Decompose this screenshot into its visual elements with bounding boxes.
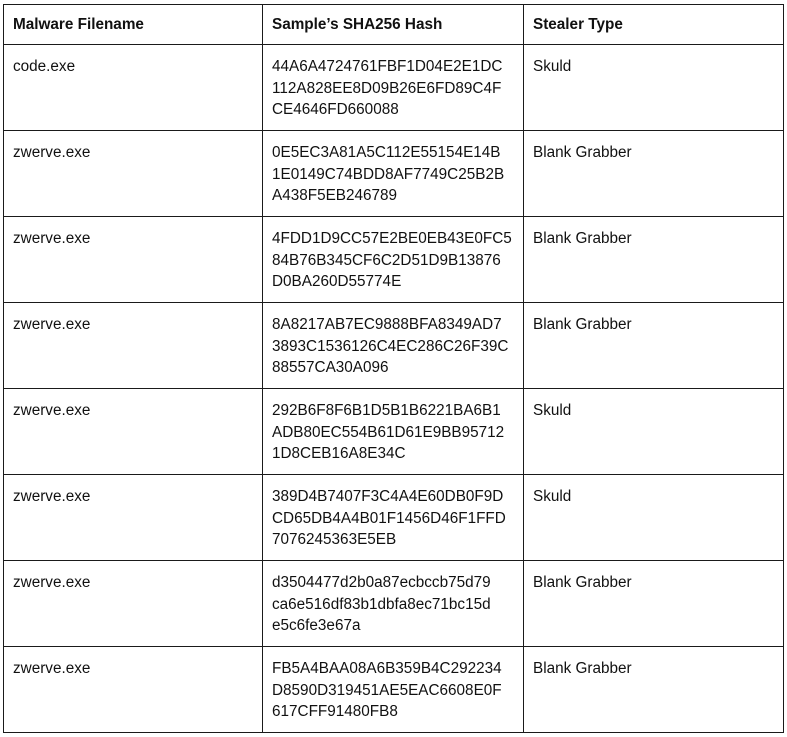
hash-line: 88557CA30A096 [272, 359, 389, 376]
header-sha256-hash: Sample’s SHA256 Hash [263, 5, 524, 45]
hash-line: 84B76B345CF6C2D51D9B13876 [272, 251, 501, 269]
hash-line: d3504477d2b0a87ecbccb75d79 [272, 574, 491, 591]
filename-cell: zwerve.exe [4, 561, 263, 647]
hash-line: 1D8CEB16A8E34C [272, 445, 406, 462]
table-row [4, 303, 784, 389]
hash-cell [263, 217, 524, 303]
hash-line: CE4646FD660088 [272, 101, 399, 118]
stealer-type-cell: Skuld [524, 475, 784, 561]
stealer-type-cell: Blank Grabber [524, 561, 784, 647]
table-row [4, 561, 784, 647]
hash-cell [263, 475, 524, 561]
stealer-type-cell: Skuld [524, 45, 784, 131]
table-row [4, 131, 784, 217]
hash-cell [263, 561, 524, 647]
table-header-row [4, 5, 784, 45]
table-row [4, 647, 784, 733]
stealer-type-cell: Blank Grabber [524, 647, 784, 733]
filename-cell: zwerve.exe [4, 389, 263, 475]
malware-samples-table [3, 4, 784, 733]
hash-line: 389D4B7407F3C4A4E60DB0F9D [272, 488, 504, 505]
hash-line: D8590D319451AE5EAC6608E0F [272, 681, 502, 699]
filename-cell: code.exe [4, 45, 263, 131]
hash-line: ADB80EC554B61D61E9BB95712 [272, 423, 505, 441]
hash-line: CD65DB4A4B01F1456D46F1FFD [272, 509, 506, 527]
hash-line: 1E0149C74BDD8AF7749C25B2B [272, 165, 505, 183]
table-row [4, 45, 784, 131]
table-row [4, 217, 784, 303]
hash-line: 617CFF91480FB8 [272, 703, 398, 720]
hash-line: 0E5EC3A81A5C112E55154E14B [272, 144, 501, 161]
header-stealer-type: Stealer Type [524, 5, 784, 45]
table-row [4, 389, 784, 475]
hash-line: 7076245363E5EB [272, 531, 397, 548]
header-malware-filename: Malware Filename [4, 5, 263, 45]
filename-cell: zwerve.exe [4, 475, 263, 561]
hash-line: 292B6F8F6B1D5B1B6221BA6B1 [272, 402, 501, 419]
stealer-type-cell: Blank Grabber [524, 217, 784, 303]
hash-line: 44A6A4724761FBF1D04E2E1DC [272, 58, 503, 75]
filename-cell: zwerve.exe [4, 647, 263, 733]
hash-line: 8A8217AB7EC9888BFA8349AD7 [272, 316, 502, 333]
hash-line: 4FDD1D9CC57E2BE0EB43E0FC5 [272, 230, 512, 247]
hash-cell [263, 131, 524, 217]
hash-line: ca6e516df83b1dbfa8ec71bc15d [272, 595, 491, 613]
stealer-type-cell: Skuld [524, 389, 784, 475]
hash-line: e5c6fe3e67a [272, 617, 361, 634]
hash-line: 112A828EE8D09B26E6FD89C4F [272, 79, 502, 97]
hash-cell [263, 647, 524, 733]
hash-line: 3893C1536126C4EC286C26F39C [272, 337, 509, 355]
filename-cell: zwerve.exe [4, 131, 263, 217]
filename-cell: zwerve.exe [4, 217, 263, 303]
table-row [4, 475, 784, 561]
filename-cell: zwerve.exe [4, 303, 263, 389]
hash-line: FB5A4BAA08A6B359B4C292234 [272, 660, 502, 677]
hash-line: A438F5EB246789 [272, 187, 398, 204]
hash-line: D0BA260D55774E [272, 273, 402, 290]
hash-cell [263, 389, 524, 475]
stealer-type-cell: Blank Grabber [524, 131, 784, 217]
hash-cell [263, 303, 524, 389]
hash-cell [263, 45, 524, 131]
stealer-type-cell: Blank Grabber [524, 303, 784, 389]
